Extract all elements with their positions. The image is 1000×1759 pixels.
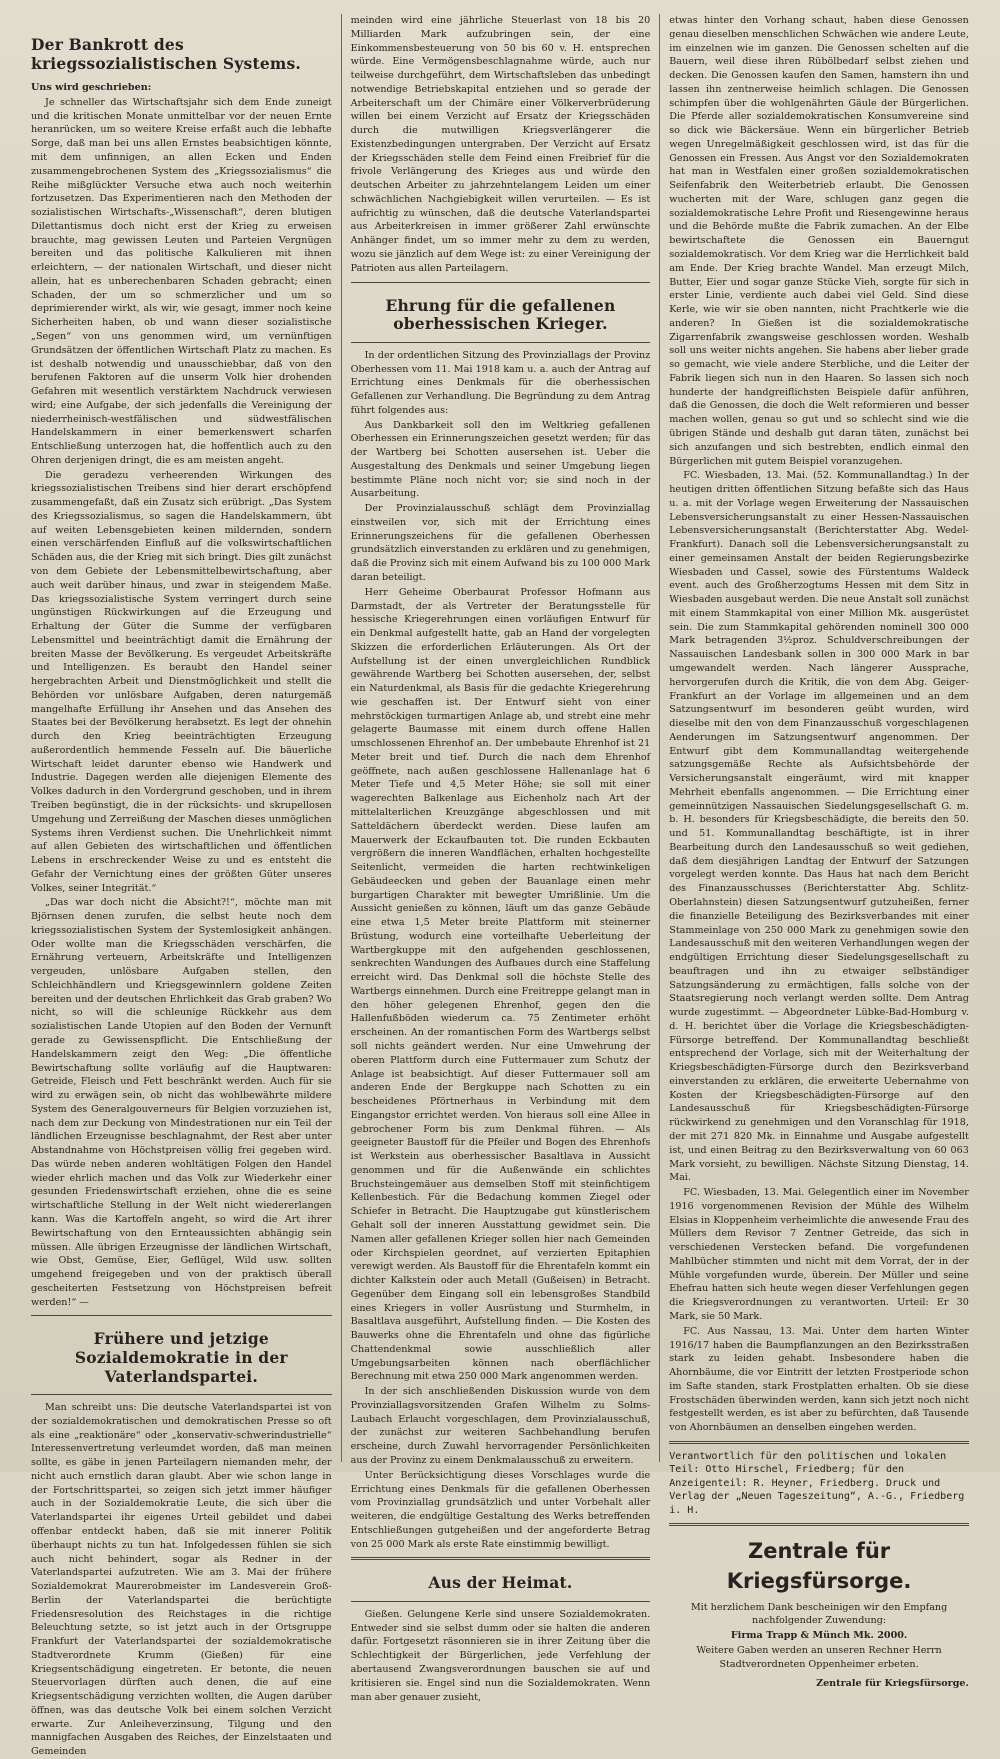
article-paragraph: In der ordentlichen Sitzung des Provinziallags der Provinz Oberhessen vom 11. Mai 1918 kam u. a. auch der Antrag auf Errichtung eines Denkmals für die oberhessischen Gefallenen zur Verhandlung. Die Begründung zu dem Antrag führt folgendes aus: <box>350 349 651 416</box>
section-title-heimat: Aus der Heimat. <box>428 1573 573 1593</box>
article-paragraph: Der Provinzialausschuß schlägt dem Provinziallag einstweilen vor, sich mit der Errichtung eines Erinnerungszeichens für die gefallenen Oberhessen grundsätzlich einverstanden zu erklären und zu genehmigen, daß die Provinz sich mit einem Aufwand bis zu 100 000 Mark daran beteiligt. <box>350 503 651 583</box>
news-item-wiesbaden-1: FC. Wiesbaden, 13. Mai. (52. Kommunallandtag.) In der heutigen dritten öffentlichen Sitzung befaßte sich das Haus u. a. mit der Vorlage wegen Erweiterung der Nassauischen Lebensversicherungsanstalt zu einer Hessen-Nassauischen Lebensversicherungsanstalt (Berichterstatter Abg. Wedel-Frankfurt). Danach soll die Lebensversicherungsanstalt zu einer gemeinsamen Anstalt der beiden Regierungsbezirke Wiesbaden und Cassel, sowie des Fürstentums Waldeck event. auch des Großherzogtums Hessen mit dem Sitz in Wiesbaden ausgebaut werden. Die neue Anstalt soll zunächst mit einem Stammkapital von einer Million Mk. ausgerüstet sein. Die zum Stammkapital gehörenden nominell 300 000 Mark betragenden 3½proz. Schuldverschreibungen der Nassauischen Landesbank sollen in 300 000 Mark in bar umgewandelt werden. Nach längerer Aussprache, hervorgerufen durch die Kritik, die von dem Abg. Geiger-Frankfurt an der Vorlage im allgemeinen und an dem Satzungsentwurf im besonderen geübt wurden, wird dieselbe mit den von dem Finanzausschuß vorgeschlagenen Aenderungen im Satzungsentwurf angenommen. Der Entwurf gibt dem Kommunallandtag weitergehende satzungsgemäße Rechte als Aufsichtsbehörde der Versicherungsanstalt eingeräumt, wird mit knapper Mehrheit ebenfalls angenommen. — Die Errichtung einer gemeinnützigen Nassauischen Siedelungsgesellschaft G. m. b. H. besonders für Kriegsbeschädigte, die bereits den 50. und 51. Kommunallandtag beschäftigte, ist in ihrer Bearbeitung durch den Landesausschuß so weit gediehen, daß dem diesjährigen Landtag der Entwurf der Satzungen vorgelegt werden konnte. Das Haus hat nach dem Bericht des Finanzausschusses (Berichterstatter Abg. Schlitz-Oberlahnstein) diesen Satzungsentwurf gutzuheißen, ferner die finanzielle Beteiligung des Bezirksverbandes mit einer Stammeinlage von 250 000 Mark zu genehmigen sowie den Landesausschuß mit den weiteren Verhandlungen wegen der endgültigen Errichtung dieser Siedelungsgesellschaft zu beauftragen und ihn zu etwaiger selbständiger Satzungsänderung zu ermächtigen, falls solche von der Staatsregierung noch verlangt werden sollte. Dem Antrag wurde zugestimmt. — Abgeordneter Lübke-Bad-Homburg v. d. H. berichtet über die Vorlage die Kriegsbeschädigten-Fürsorge betreffend. Der Kommunallandtag beschließt entsprechend der Vorlage, sich mit der Weiterhaltung der Kriegsbeschädigten-Fürsorge durch den Bezirksverband einverstanden zu erklären, die erweiterte Uebernahme von Kosten der Kriegsbeschädigten-Fürsorge auf den Landesausschuß für Kriegsbeschädigten-Fürsorge rückwirkend zu genehmigen und den Voranschlag für 1918, der mit 271 820 Mk. in Einnahme und Ausgabe aufgestellt ist, und einen Beitrag zu den Bezirksverwaltung von 60 063 Mark vorsieht, zu bewilligen. Nächste Sitzung Dienstag, 14. Mai. <box>669 470 969 1184</box>
article-title-bankrott: Der Bankrott des kriegssozialistischen Systems. <box>31 35 301 73</box>
article-paragraph: Unter Berücksichtigung dieses Vorschlages wurde die Errichtung eines Denkmals für die gefallenen Oberhessen vom Provinziallag grundsätzlich und unter Vorbehalt aller weiteren, die endgültige Gestaltung des Werks betreffenden Entschließungen gutgeheißen und der angeforderte Betrag von 25 000 Mark als erste Rate einstimmig bewilligt. <box>350 1469 651 1550</box>
notice-text: Mit herzlichem Dank bescheinigen wir den Empfang nachfolgender Zuwendung: <box>690 1601 948 1627</box>
notice-title: Zentrale für Kriegsfürsorge. <box>726 1539 912 1594</box>
article-title-sozialdemokratie: Frühere und jetzige Sozialdemokratie in der Vaterlandspartei. <box>74 1329 288 1386</box>
article-paragraph: Gießen. Gelungene Kerle sind unsere Sozialdemokraten. Entweder sind sie selbst dumm oder sie halten die anderen dafür. Fortgesetzt räsonnieren sie in ihrer Zeitung über die Schlechtigkeit der Bürgerlichen, jede Verfehlung der abertausend Zwangsverordnungen bauschen sie auf und kritisieren sie. Engel sind nun die Sozialdemokraten. Wenn man aber genauer zusieht, <box>350 1608 651 1703</box>
notice-signature: Zentrale für Kriegsfürsorge. <box>816 1678 969 1690</box>
divider <box>351 1601 651 1602</box>
article-continuation: etwas hinter den Vorhang schaut, haben diese Genossen genau dieselben menschlichen Schwächen wie andere Leute, im einzelnen wie im ganzen. Die Genossen schelten auf die Bauern, weil diese ihren Rübölbedarf selbst ziehen und decken. Die Genossen kaufen den Samen, hamstern ihn und lassen ihn zentnerweise heimlich schlagen. Die Genossen schimpfen über die wohlgenährten Gäule der Bürgerlichen. Die Pferde aller sozialdemokratischen Konsumvereine sind so dick wie Bäckersäue. Wenn ein bürgerlicher Betrieb wegen Unregelmäßigkeit geschlossen wird, ist das für die Genossen ein Fressen. Aus Angst vor den Sozialdemokraten hat man in Westfalen einer großen sozialdemokratischen Seifenfabrik den Weiterbetrieb erlaubt. Die Genossen wucherten mit der Ware, schlugen ganz gegen die sozialdemokratische Lehre Profit und Riesengewinne heraus und die Behörde mußte die Fabrik zumachen. An der Elbe bewirtschaftete die Genossen ein Bauerngut sozialdemokratisch. Vor dem Krieg war die Herrlichkeit bald am Ende. Der Krieg brachte Wandel. Man erzeugt Milch, Butter, Eier und sogar ganze Stücke Vieh, sorgte für sich in erster Linie, verdiente auch dabei viel Geld. Sind diese Kerle, wie wir sie oben nannten, nicht Prachtkerle wie die anderen? In Gießen ist die sozialdemokratische Zigarrenfabrik zwangsweise geschlossen worden. Weshalb soll uns weiter nichts angehen. Sie habens aber lieber grade so gemacht, wie viele andere Sterbliche, und die Leiter der Fabrik liegen sich nun in den Haaren. So lassen sich noch hunderte der handgreiflichsten Beispiele dafür anführen, daß die Genossen, die doch die Welt reformieren und besser machen wollen, genau so gut und so schlecht sind wie die übrigen Stände und deshalb gut daran täten, zunächst bei sich anzufangen und sich bestrebten, endlich einmal den Bürgerlichen mit gutem Beispiel voranzugehen. <box>669 15 969 467</box>
divider <box>351 1557 651 1560</box>
article-paragraph: In der sich anschließenden Diskussion wurde von dem Provinziallagsvorsitzenden Grafen Wilhelm zu Solms-Laubach Erlaucht vorgeschlagen, dem Provinzialausschuß, der zunächst zur weiteren Sachbehandlung berufen erscheine, durch Zuwahl hervorragender Persönlichkeiten aus der Provinz zu einem Denkmalausschuß zu erweitern. <box>350 1386 651 1466</box>
article-continuation: meinden wird eine jährliche Steuerlast von 18 bis 20 Milliarden Mark aufzubringen sein, der eine Einkommensbesteuerung von 50 bis 60 v. H. entsprechen würde. Eine Vermögensbeschlagnahme würde, auch nur teilweise durchgeführt, dem Wirtschaftsleben das unbedingt notwendige Betriebskapital entziehen und so gerade der Arbeiterschaft um der Chimäre einer Völkerverbrüderung willen bei einem Verzicht auf Ersatz der Kriegsschäden durch die mutwilligen Kriegsverlängerer die Existenzbedingungen untergraben. Der Verzicht auf Ersatz der Kriegsschäden stelle dem Feind einen Freibrief für die frivole Verlängerung des Krieges aus und würde den deutschen Arbeiter zu jahrzehntelangem Leiden um einer schwächlichen Nachgiebigkeit willen verurteilen. — Es ist aufrichtig zu wünschen, daß die deutsche Vaterlandspartei aus Arbeiterkreisen in immer größerer Zahl erwünschte Anhänger findet, um so immer mehr zu dem zu werden, wozu sie jänzlich auf dem Wege ist: zu einer Vereinigung der Patrioten aus allen Parteilagern. <box>350 15 651 274</box>
imprint: Verantwortlich für den politischen und lokalen Teil: Otto Hirschel, Friedberg; für den Anzeigenteil: R. Heyner, Friedberg. Druck und Verlag der „Neuen Tageszeitung“, A.-G., Friedberg i. H. <box>669 1450 965 1516</box>
divider <box>669 1523 969 1526</box>
column-middle <box>341 14 660 1703</box>
column-left <box>22 14 341 1758</box>
notice-donation: Firma Trapp & Münch Mk. 2000. <box>730 1630 908 1642</box>
divider <box>31 1315 332 1316</box>
divider <box>669 1441 969 1444</box>
article-paragraph: Man schreibt uns: Die deutsche Vaterlandspartei ist von der sozialdemokratischen und demokratischen Presse so oft als eine „reaktionäre“ oder „konservativ-schwerindustrielle“ Interessenvertretung verleumdet worden, daß man meinen sollte, es gäbe in jenen Parteilagern niemanden mehr, der nicht auch ernstlich daran glaubt. Aber wie schon lange in der Fortschrittspartei, so zeigen sich jetzt immer häufiger auch in der Sozialdemokratie Leute, die sich über die Vaterlandspartei ihr eigenes Urteil gebildet und dabei offenbar entdeckt haben, daß sie mit innerer Politik überhaupt nichts zu tun hat. Infolgedessen fühlen sie sich auch nicht behindert, sogar als Redner in der Vaterlandspartei aufzutreten. Wie am 3. Mai der frühere Sozialdemokrat Maurerobmeister im Landesverein Groß-Berlin der Vaterlandspartei die berüchtigte Friedensresolution des Reichstages in die richtige Beleuchtung setzte, so ist jetzt auch in der Ortsgruppe Frankfurt der Vaterlandspartei der sozialdemokratische Stadtverordnete Krumm (Gießen) für eine Kriegsentschädigung eingetreten. Er betonte, die neuen Steuervorlagen dürften auch denen, die auf eine Kriegsentschädigung verzichten wollten, die Augen darüber öffnen, was das deutsche Volk bei einem solchen Verzicht erwarte. Zur Anleiheverzinsung, Tilgung und den mannigfachen Ausgaben des Reiches, der Einzelstaaten und Gemeinden <box>31 1402 332 1758</box>
divider <box>351 282 651 283</box>
article-paragraph: Herr Geheime Oberbaurat Professor Hofmann aus Darmstadt, der als Vertreter der Beratungsstelle für hessische Kriegerehrungen einen vorläufigen Entwurf für ein Denkmal aufgestellt hatte, gab an Hand der vorgelegten Skizzen die erforderlichen Erläuterungen. Als Ort der Aufstellung ist der einen unvergleichlichen Rundblick gewährende Wartberg bei Schotten ausersehen, der, selbst ein Naturdenkmal, als Basis für die gedachte Kriegerehrung wie geschaffen ist. Der Entwurf sieht von einer mehrstöckigen turmartigen Anlage ab, und strebt eine mehr gelagerte Baumasse mit einem durch offene Hallen umschlossenen Ehrenhof an. Der umbebaute Ehrenhof ist 21 Meter breit und tief. Durch die nach dem Ehrenhof geöffnete, nach außen geschlossene Hallenanlage hat 6 Meter Tiefe und 4,5 Meter Höhe; sie soll mit einer wagerechten Balkenlage aus Eichenholz nach Art der mittelalterlichen Kreuzgänge abgeschlossen und mit Satteldächern überdeckt werden. Diese laufen am Mauerwerk der Eckaufbauten tot. Die runden Eckbauten vergrößern die inneren Wandflächen, erhalten hochgestellte Seitenlicht, vermeiden die harten rechtwinkeligen Gebäudeecken und geben der Bauanlage einen mehr burgartigen Charakter mit bewegter Umrißlinie. Um die Aussicht genießen zu können, läuft um das ganze Gebäude eine etwa 1,5 Meter breite Plattform mit steinerner Brüstung, wodurch eine vorteilhafte Ueberleitung der Wartbergkuppe mit den aufgehenden geschlossenen, senkrechten Wandungen des Aufbaues durch eine Staffelung erreicht wird. Das Denkmal soll die höchste Stelle des Wartbergs einnehmen. Durch eine Freitreppe gelangt man in den höher gelegenen Ehrenhof, gegen den die Hallenfußböden wiederum ca. 75 Zentimeter erhöht erscheinen. An der romantischen Form des Wartbergs selbst soll nichts geändert werden. Nur eine Umwehrung der oberen Plattform durch eine Futtermauer zum Schutz der Anlage ist beabsichtigt. Auf dieser Futtermauer soll am anderen Ende der Bergkuppe nach Schotten zu ein bescheidenes Pförtnerhaus in Verbindung mit dem Eingangstor errichtet werden. Von hieraus soll eine Allee in gebrochener Form bis zum Denkmal führen. — Als geeigneter Baustoff für die Pfeiler und Bogen des Ehrenhofs ist Werkstein aus oberhessischer Basaltlava in Aussicht genommen und für die Außenwände ein schlichtes Bruchsteingemäuer aus demselben Stoff mit steinfichtigem Kellenbestich. Für die Bedachung kommen Ziegel oder Schiefer in Betracht. Die Hauptzugabe gut künstlerischem Gehalt soll der inneren Ausstattung gewidmet sein. Die Namen aller gefallenen Krieger sollen hier nach Gemeinden oder Kirchspielen geordnet, auf verzierten Epitaphien verewigt werden. Als Baustoff für die Ehrentafeln kommt ein dichter Kalkstein oder auch Metall (Gußeisen) in Betracht. Gegenüber dem Eingang soll ein lebensgroßes Standbild eines Kriegers in voller Ausrüstung und Sturmhelm, in Basaltlava ausgeführt, Aufstellung finden. — Die Kosten des Bauwerks ohne die Ehrentafeln und ohne das figürliche Chattendenkmal sowie ausschließlich aller Umgebungsarbeiten können nach oberflächlicher Berechnung mit etwa 250 000 Mark angenommen werden. <box>350 586 651 1383</box>
article-paragraph: Die geradezu verheerenden Wirkungen des kriegssozialistischen Treibens sind hier derart erschöpfend zusammengefaßt, daß ein Zusatz sich erübrigt. „Das System des Kriegssozialismus, so sagen die Handelskammern, übt auf weiten Lebensgebieten keinen mildernden, sondern einen verschärfenden Einfluß auf die volkswirtschaftlichen Schäden aus, die der Krieg mit sich bringt. Dies gilt zunächst von dem Gebiete der Lebensmittelbewirtschaftung, aber auch weit darüber hinaus, und zwar in steigendem Maße. Das kriegssozialistische System verringert durch seine ungünstigen Rückwirkungen auf die Erzeugung und Erhaltung der Güter die Summe der verfügbaren Lebensmittel und beeinträchtigt damit die Ernährung der breiten Masse der Bevölkerung. Es vergeudet Arbeitskräfte und Intelligenzen. Es beraubt den Handel seiner hergebrachten Arbeit und Dienstmöglichkeit und stellt die Behörden vor unlösbare Aufgaben, deren naturgemäß mangelhafte Erfüllung ihr Ansehen und das Ansehen des Staates bei der Bevölkerung herabsetzt. Es legt der ohnehin durch den Krieg beeinträchtigten Erzeugung außerordentlich hemmende Fesseln auf. Die bäuerliche Wirtschaft leidet darunter ebenso wie Handwerk und Industrie. Dagegen werden alle diejenigen Elemente des Volkes dadurch in den Vordergrund geschoben, und in ihrem Treiben begünstigt, die in der rücksichts- und skrupellosen Umgehung und Zerreißung der Maschen dieses unmöglichen Systems ihren Verdienst suchen. Die Unehrlichkeit nimmt auf allen Gebieten des wirtschaftlichen und öffentlichen Lebens in erschreckender Weise zu und es entsteht die Gefahr der Vernichtung eines der größten Güter unseres Volkes, seiner Integrität.“ <box>31 469 332 894</box>
article-title-ehrung: Ehrung für die gefallenen oberhessischen Krieger. <box>385 295 616 334</box>
news-item-nassau: FC. Aus Nassau, 13. Mai. Unter dem harten Winter 1916/17 haben die Baumpflanzungen an den Bezirksstraßen stark zu leiden gehabt. Insbesondere haben die Ahornbäume, die vor Eintritt der letzten Frostperiode schon im Safte standen, stark Frostplatten erhalten. Ob sie diese Frostschäden überwinden werden, kann sich jetzt noch nicht festgestellt werden, es ist aber zu befürchten, daß Tausende von Ahornbäumen an denselben eingehen werden. <box>669 1325 969 1434</box>
article-paragraph: Je schneller das Wirtschaftsjahr sich dem Ende zuneigt und die kritischen Monate unmittelbar vor der neuen Ernte heranrücken, um so weitere Kreise erfaßt auch die lebhafte Sorge, daß man bei uns allen Ernstes beabsichtigen könnte, mit dem unfinnigen, an allen Ecken und Enden zusammengebrochenen System des „Kriegssozialismus“ die Reihe mißglückter Versuche etwa auch noch weiterhin fortzusetzen. Das Experimentieren nach den Methoden der sozialistischen Wirtschafts-„Wissenschaft“, deren blutigen Dilettantismus doch nicht erst der Krieg zu erweisen brauchte, mag gewissen Leuten und Parteien Vergnügen bereiten und das politische Kalkulieren mit ihnen erleichtern, — der nationalen Wirtschaft, und dieser nicht allein, hat es unberechenbaren Schaden gebracht; einen Schaden, der um so schmerzlicher und um so deprimierender wirkt, als wir, wie gesagt, immer noch keine Sicherheiten haben, ob und wann dieser sozialistische „Segen“ von uns genommen wird, um vernünftigen Grundsätzen der öffentlichen Wirtschaft Platz zu machen. Es ist deshalb notwendig und unausschiebbar, daß von den berufenen Faktoren auf die unserm Volk hier drohenden Gefahren mit wesentlich verstärktem Nachdruck verwiesen wird; eine Aufgabe, der sich jedenfalls die Vereinigung der niederrheinisch-westfälischen und südwestfälischen Handelskammern in einer bemerkenswert scharfen Entschließung unterzogen hat, die hoffentlich auch zu den Ohren derjenigen dringt, die es am meisten angeht. <box>31 96 332 466</box>
article-intro: Uns wird geschrieben: <box>31 82 152 94</box>
column-right <box>659 14 978 1690</box>
notice-text: Weitere Gaben werden an unseren Rechner Herrn Stadtverordneten Oppenheimer erbeten. <box>696 1644 942 1670</box>
article-paragraph: Aus Dankbarkeit soll den im Weltkrieg gefallenen Oberhessen ein Erinnerungszeichen gesetzt werden; für das der Wartberg bei Schotten ausersehen ist. Ueber die Ausgestaltung des Denkmals und seiner Umgebung liegen bestimmte Pläne noch nicht vor; sie sind noch in der Ausarbeitung. <box>350 419 651 500</box>
news-item-wiesbaden-2: FC. Wiesbaden, 13. Mai. Gelegentlich einer im November 1916 vorgenommenen Revision der Mühle des Wilhelm Elsias in Kloppenheim verheimlichte die anwesende Frau des Müllers dem Revisor 7 Zentner Getreide, das sich in verschiedenen Verstecken befand. Die vorgefundenen Mahlbücher stimmten und nicht mit dem Vorrat, der in der Mühle vorgefunden wurde, überein. Der Müller und seine Ehefrau hatten sich heute wegen dieser Verfehlungen gegen die Kriegsverordnungen zu verantworten. Urteil: Er 30 Mark, sie 50 Mark. <box>669 1187 969 1322</box>
article-paragraph: „Das war doch nicht die Absicht?!“, möchte man mit Björnsen denen zurufen, die selbst heute noch dem kriegssozialistischen System der Systemlosigkeit anhängen. Oder wollte man die Kriegsschäden verschärfen, die Ernährung verteuern, Arbeitskräfte und Intelligenzen vergeuden, unlösbare Aufgaben stellen, den Schleichhändlern und Kriegsgewinnlern goldene Zeiten bereiten und der deutschen Ehrlichkeit das Grab graben? Wo nicht, so will die schleunige Rückkehr aus dem sozialistischen Lande Utopien auf den Boden der Vernunft gerade zu Gewissenspflicht. Die Entschließung der Handelskammern zeigt den Weg: „Die öffentliche Bewirtschaftung sollte vorläufig auf die Hauptwaren: Getreide, Fleisch und Fett beschränkt werden. Auch für sie wird zu erwägen sein, ob nicht das wohlbewährte mildere System des Generalgouverneurs für Belgien vorzuziehen ist, nach dem zur Deckung von Mindestrationen nur ein Teil der ländlichen Erzeugnisse beschlagnahmt, der Rest aber unter Abstandnahme von Höchstpreisen völlig frei gegeben wird. Das würde neben anderen wohltätigen Folgen den Handel wieder ehrlich machen und das Volk zur Wiederkehr einer gesunden Friedenswirtschaft erziehen, ohne die es seine wirtschaftliche Stellung in der Welt nicht wiedererlangen kann. Was die Kartoffeln angeht, so wird die Art ihrer Bewirtschaftung von den Ernteaussichten abhängig sein müssen. Alle übrigen Erzeugnisse der ländlichen Wirtschaft, wie Obst, Gemüse, Eier, Geflügel, Wild usw. sollten umgehend freigegeben und von der praktisch überall gescheiterten Festsetzung von Höchstpreisen befreit werden!“ — <box>31 897 332 1308</box>
divider <box>31 1394 332 1395</box>
divider <box>351 342 651 343</box>
column-layout <box>22 14 978 1758</box>
notice-box <box>669 1536 969 1691</box>
